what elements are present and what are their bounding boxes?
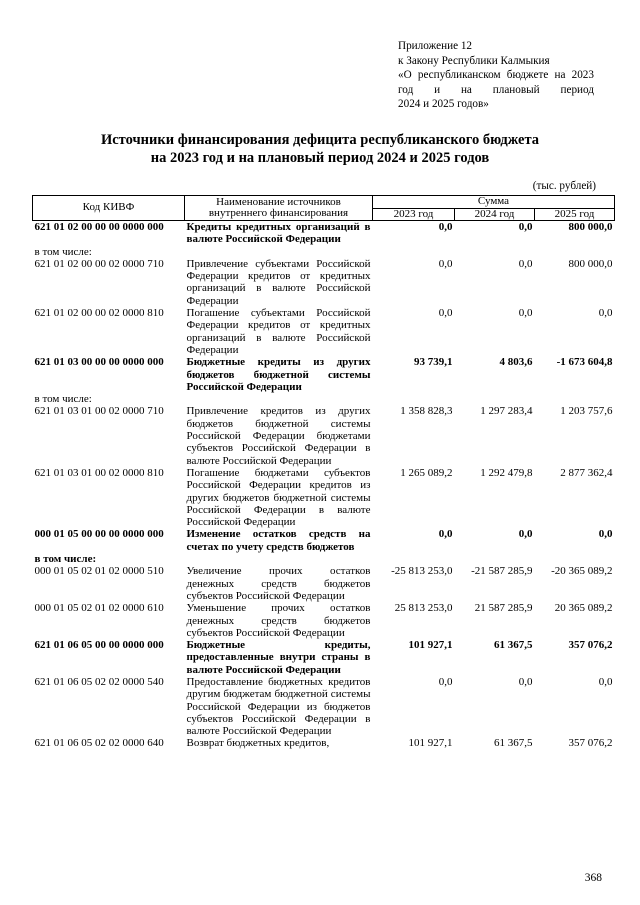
subheading-label: в том числе: bbox=[34, 393, 92, 406]
appendix-note bbox=[398, 39, 594, 112]
amount-2025: 2 877 362,4 bbox=[560, 466, 613, 479]
table-body bbox=[33, 221, 615, 750]
amount-2025: 357 076,2 bbox=[568, 737, 613, 750]
amount-2023: 0,0 bbox=[438, 528, 453, 541]
amount-2024: 0,0 bbox=[518, 257, 533, 270]
amount-2024: 0,0 bbox=[518, 307, 533, 320]
amount-2024: 0,0 bbox=[518, 675, 533, 688]
kivf-code: 621 01 02 00 00 00 0000 000 bbox=[34, 221, 164, 233]
amount-2025: -20 365 089,2 bbox=[551, 565, 613, 578]
page-number: 368 bbox=[584, 872, 602, 884]
amount-2024: 1 292 479,8 bbox=[480, 466, 533, 479]
source-name: Уменьшение прочих остатков денежных средств бюджетов субъектов Российской Федерации bbox=[186, 602, 371, 639]
units-label: (тыс. рублей) bbox=[532, 180, 596, 192]
table-row bbox=[33, 258, 615, 307]
source-name: Привлечение субъектами Российской Федерации кредитов от кредитных организаций в валюте Российской Федерации bbox=[186, 257, 371, 307]
header-year-2025: 2025 год bbox=[535, 208, 615, 221]
kivf-code: 000 01 05 02 01 02 0000 510 bbox=[34, 565, 164, 578]
amount-2025: 20 365 089,2 bbox=[554, 602, 613, 615]
table-row bbox=[33, 565, 615, 602]
table-row bbox=[33, 737, 615, 749]
source-name: Привлечение кредитов из других бюджетов бюджетной системы Российской Федерации бюджетами субъектов Российской Федерации в валюте Российской Федерации bbox=[186, 405, 371, 467]
kivf-code: 621 01 06 05 00 00 0000 000 bbox=[34, 639, 164, 652]
table-row bbox=[33, 307, 615, 356]
title-line-1: Источники финансирования дефицита республиканского бюджета bbox=[100, 132, 540, 148]
table-row bbox=[33, 356, 615, 393]
kivf-code: 000 01 05 02 01 02 0000 610 bbox=[34, 602, 164, 615]
amount-2023: 0,0 bbox=[438, 307, 453, 320]
header-year-2023: 2023 год bbox=[373, 208, 455, 221]
amount-2025: -1 673 604,8 bbox=[556, 356, 613, 369]
header-name: Наименование источников внутреннего финансирования bbox=[185, 196, 373, 221]
amount-2024: 1 297 283,4 bbox=[480, 405, 533, 418]
amount-2023: 0,0 bbox=[438, 257, 453, 270]
subheading-label: в том числе: bbox=[34, 245, 92, 258]
source-name: Кредиты кредитных организаций в валюте Российской Федерации bbox=[186, 221, 371, 246]
amount-2023: 101 927,1 bbox=[408, 639, 453, 652]
appendix-line: 2024 и 2025 годов» bbox=[398, 98, 489, 110]
amount-2025: 1 203 757,6 bbox=[560, 405, 613, 418]
amount-2024: 21 587 285,9 bbox=[474, 602, 533, 615]
amount-2025: 800 000,0 bbox=[568, 221, 613, 233]
amount-2024: -21 587 285,9 bbox=[471, 565, 533, 578]
amount-2023: 25 813 253,0 bbox=[394, 602, 453, 615]
kivf-code: 000 01 05 00 00 00 0000 000 bbox=[34, 528, 164, 541]
amount-2025: 0,0 bbox=[598, 675, 613, 688]
appendix-line: Приложение 12 bbox=[398, 40, 473, 52]
source-name: Предоставление бюджетных кредитов другим бюджетам бюджетной системы Российской Федерации из бюджетов субъектов Российской Федерации в валюте Российской Федерации bbox=[186, 675, 371, 738]
table-row bbox=[33, 676, 615, 737]
amount-2024: 61 367,5 bbox=[494, 737, 533, 750]
amount-2024: 0,0 bbox=[518, 221, 533, 233]
amount-2024: 61 367,5 bbox=[494, 639, 533, 652]
document-title bbox=[0, 131, 640, 167]
appendix-line: «О республиканском бюджете на 2023 год и на плановый период bbox=[398, 69, 594, 96]
subheading-label: в том числе: bbox=[34, 553, 97, 566]
amount-2023: 1 265 089,2 bbox=[400, 466, 453, 479]
header-code: Код КИВФ bbox=[33, 196, 185, 221]
header-year-2024: 2024 год bbox=[455, 208, 535, 221]
table-row bbox=[33, 602, 615, 639]
amount-2025: 357 076,2 bbox=[568, 639, 613, 652]
table-row bbox=[33, 221, 615, 246]
source-name: Изменение остатков средств на счетах по учету средств бюджетов bbox=[186, 528, 371, 553]
kivf-code: 621 01 06 05 02 02 0000 640 bbox=[34, 737, 164, 750]
amount-2023: 1 358 828,3 bbox=[400, 405, 453, 418]
source-name: Бюджетные кредиты из других бюджетов бюджетной системы Российской Федерации bbox=[186, 356, 371, 393]
source-name: Погашение бюджетами субъектов Российской Федерации кредитов из других бюджетов бюджетной системы Российской Федерации в валюте Российской Федерации bbox=[186, 466, 371, 529]
subheading-row bbox=[33, 553, 615, 565]
amount-2023: 93 739,1 bbox=[414, 356, 453, 369]
table-row bbox=[33, 405, 615, 466]
kivf-code: 621 01 02 00 00 02 0000 810 bbox=[34, 307, 164, 320]
table-row bbox=[33, 528, 615, 553]
amount-2024: 0,0 bbox=[518, 528, 533, 541]
amount-2025: 0,0 bbox=[598, 528, 613, 541]
amount-2024: 4 803,6 bbox=[499, 356, 533, 369]
appendix-line: к Закону Республики Калмыкия bbox=[398, 54, 550, 67]
amount-2025: 0,0 bbox=[598, 307, 613, 320]
table-row bbox=[33, 467, 615, 528]
amount-2025: 800 000,0 bbox=[568, 257, 613, 270]
kivf-code: 621 01 02 00 00 02 0000 710 bbox=[34, 257, 164, 270]
source-name: Возврат бюджетных кредитов, bbox=[186, 737, 330, 750]
kivf-code: 621 01 06 05 02 02 0000 540 bbox=[34, 675, 164, 688]
subheading-row bbox=[33, 393, 615, 405]
kivf-code: 621 01 03 00 00 00 0000 000 bbox=[34, 356, 164, 369]
header-sum: Сумма bbox=[373, 196, 615, 209]
amount-2023: -25 813 253,0 bbox=[391, 565, 453, 578]
source-name: Увеличение прочих остатков денежных средств бюджетов субъектов Российской Федерации bbox=[186, 565, 371, 602]
kivf-code: 621 01 03 01 00 02 0000 710 bbox=[34, 405, 164, 418]
title-line-2: на 2023 год и на плановый период 2024 и 2025 годов bbox=[150, 150, 490, 166]
subheading-row bbox=[33, 246, 615, 258]
kivf-code: 621 01 03 01 00 02 0000 810 bbox=[34, 466, 164, 479]
amount-2023: 0,0 bbox=[438, 675, 453, 688]
table-row bbox=[33, 639, 615, 676]
amount-2023: 0,0 bbox=[438, 221, 453, 233]
financing-sources-table bbox=[32, 195, 615, 750]
source-name: Бюджетные кредиты, предоставленные внутри страны в валюте Российской Федерации bbox=[186, 639, 371, 676]
source-name: Погашение субъектами Российской Федерации кредитов от кредитных организаций в валюте Российской Федерации bbox=[186, 307, 371, 356]
amount-2023: 101 927,1 bbox=[408, 737, 453, 750]
